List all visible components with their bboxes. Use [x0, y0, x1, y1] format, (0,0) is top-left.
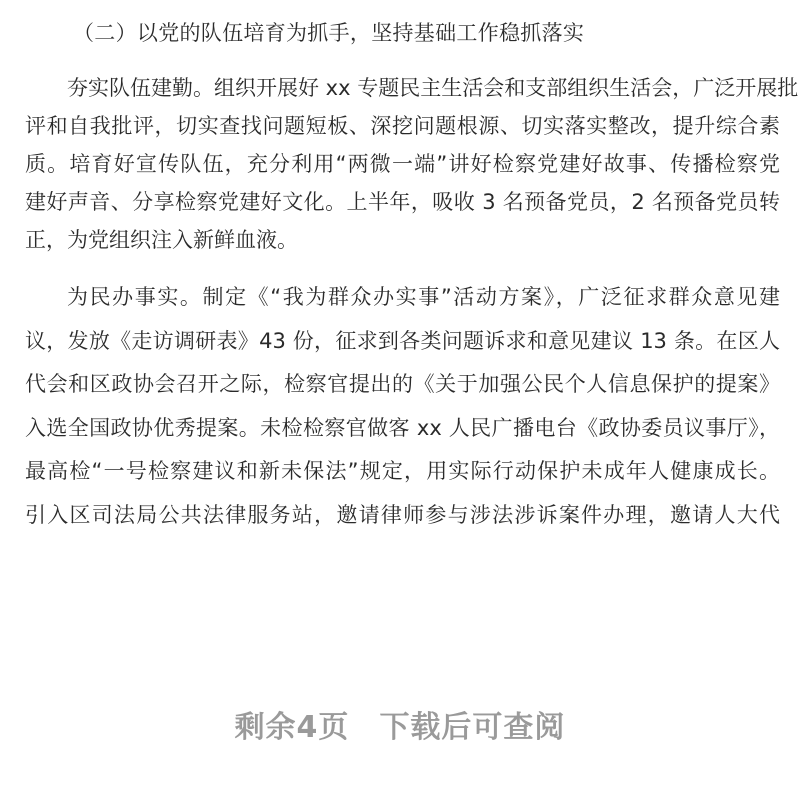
- paragraph-line: 入选全国政协优秀提案。未检检察官做客 xx 人民广播电台《政协委员议事厅》，: [25, 415, 780, 440]
- paragraph-line: 最高检“一号检察建议和新未保法”规定，用实际行动保护未成年人健康成长。: [25, 459, 780, 483]
- paragraph-line: 建好声音、分享检察党建好文化。上半年，吸收 3 名预备党员，2 名预备党员转: [25, 190, 780, 214]
- paragraph-serve-people: [25, 276, 780, 537]
- section-heading: （二）以党的队伍培育为抓手，坚持基础工作稳抓落实: [73, 21, 585, 45]
- document-body: [25, 14, 799, 554]
- paragraph-line: 评和自我批评，切实查找问题短板、深挖问题根源、切实落实整改，提升综合素: [25, 114, 780, 138]
- paragraph-line: 正，为党组织注入新鲜血液。: [25, 228, 298, 252]
- paragraph-line: 引入区司法局公共法律服务站，邀请律师参与涉法涉诉案件办理，邀请人大代: [25, 502, 780, 527]
- paragraph-line: 为民办事实。制定《“我为群众办实事”活动方案》，广泛征求群众意见建: [67, 285, 780, 309]
- paragraph-line: 夯实队伍建勤。组织开展好 xx 专题民主生活会和支部组织生活会，广泛开展批: [67, 76, 799, 100]
- paragraph-line: 质。培育好宣传队伍，充分利用“两微一端”讲好检察党建好故事、传播检察党: [25, 152, 780, 176]
- download-prompt[interactable]: [0, 704, 800, 752]
- paragraph-line: 议，发放《走访调研表》43 份，征求到各类问题诉求和意见建议 13 条。在区人: [25, 328, 780, 353]
- paragraph-line: 代会和区政协会召开之际，检察官提出的《关于加强公民个人信息保护的提案》: [25, 372, 780, 396]
- download-to-view-label: 下载后可查阅: [379, 710, 566, 745]
- remaining-pages-label: 剩余4页: [234, 710, 350, 745]
- paragraph-team-building: [25, 69, 799, 259]
